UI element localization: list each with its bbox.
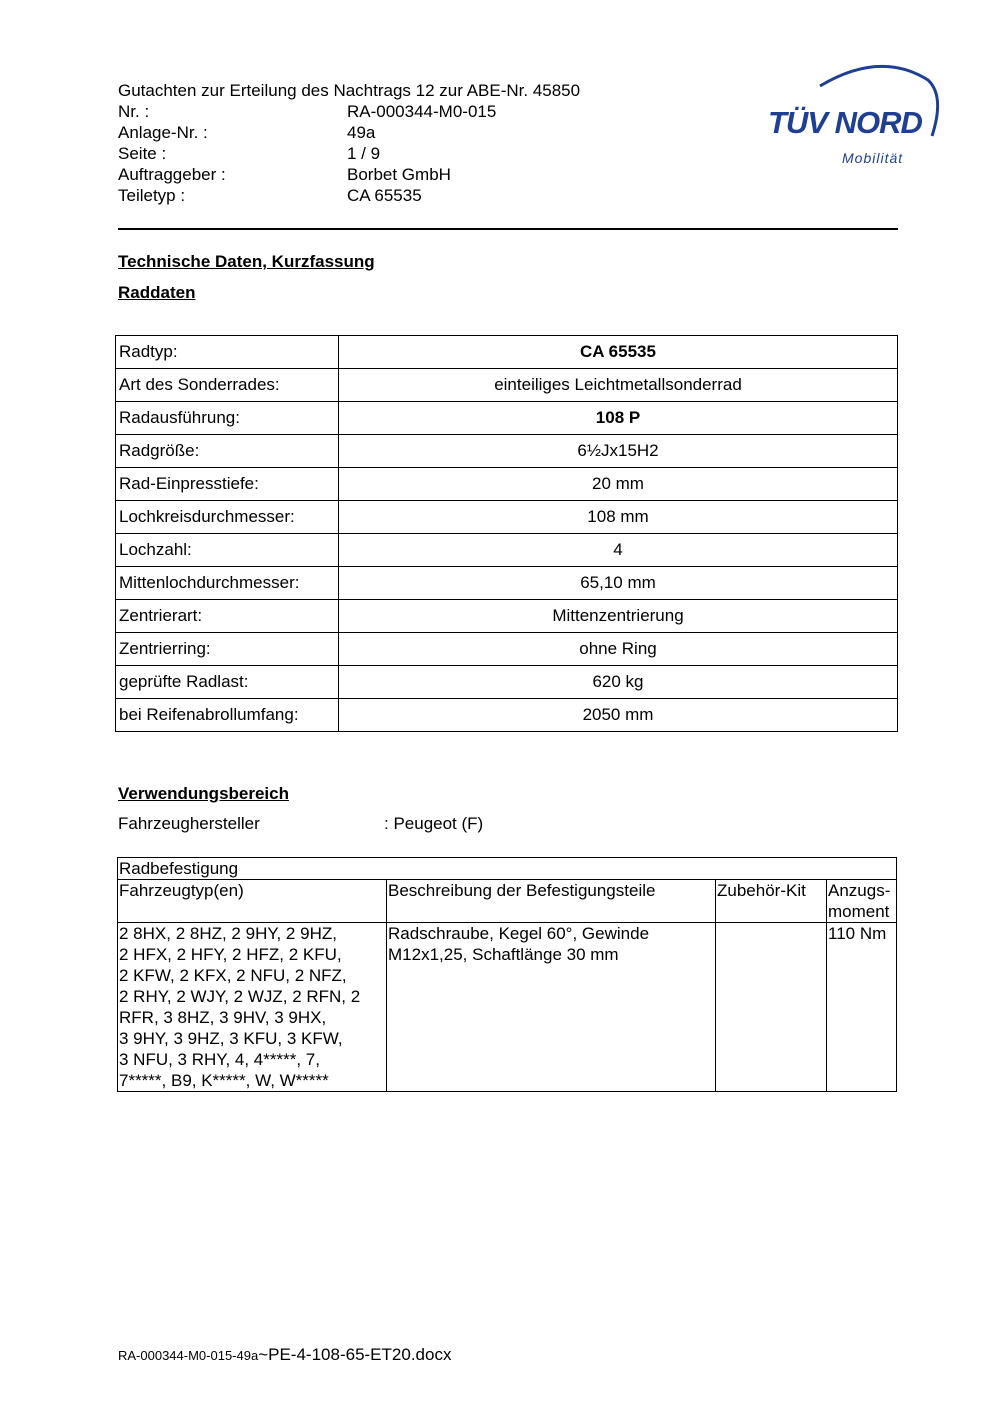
section-heading-verwendungsbereich: Verwendungsbereich bbox=[118, 784, 289, 803]
row-value: 4 bbox=[339, 534, 898, 567]
row-value: einteiliges Leichtmetallsonderrad bbox=[339, 369, 898, 402]
header-row-nr bbox=[118, 101, 580, 122]
header-value: 49a bbox=[347, 123, 376, 142]
document-header bbox=[118, 80, 580, 206]
table-title-row bbox=[118, 858, 897, 880]
row-label: Zentrierring: bbox=[116, 633, 339, 666]
table-row bbox=[116, 633, 898, 666]
table-row bbox=[116, 435, 898, 468]
header-row-teiletyp bbox=[118, 185, 580, 206]
header-value: RA-000344-M0-015 bbox=[347, 102, 497, 121]
row-value: 2050 mm bbox=[339, 699, 898, 732]
table-row bbox=[116, 402, 898, 435]
row-value: 108 P bbox=[339, 402, 898, 435]
row-label: Lochzahl: bbox=[116, 534, 339, 567]
fahrzeughersteller-value: : Peugeot (F) bbox=[384, 814, 484, 833]
column-header: Beschreibung der Befestigungsteile bbox=[387, 880, 716, 923]
header-value: CA 65535 bbox=[347, 186, 422, 205]
row-value: ohne Ring bbox=[339, 633, 898, 666]
table-row bbox=[116, 699, 898, 732]
footer-filename: ~PE-4-108-65-ET20.docx bbox=[258, 1345, 452, 1364]
header-divider bbox=[118, 228, 898, 230]
row-label: Radtyp: bbox=[116, 336, 339, 369]
section-heading-technische-daten: Technische Daten, Kurzfassung bbox=[118, 252, 375, 271]
column-header: Anzugs- moment bbox=[827, 880, 897, 923]
table-row bbox=[116, 666, 898, 699]
row-label: geprüfte Radlast: bbox=[116, 666, 339, 699]
row-value: 65,10 mm bbox=[339, 567, 898, 600]
table-row bbox=[118, 923, 897, 1092]
header-label: Auftraggeber : bbox=[118, 165, 226, 184]
header-row-auftraggeber bbox=[118, 164, 580, 185]
row-label: Art des Sonderrades: bbox=[116, 369, 339, 402]
header-label: Teiletyp : bbox=[118, 186, 186, 205]
header-value: Borbet GmbH bbox=[347, 165, 451, 184]
header-value: 1 / 9 bbox=[347, 144, 381, 163]
row-value: 6½Jx15H2 bbox=[339, 435, 898, 468]
row-label: Zentrierart: bbox=[116, 600, 339, 633]
radbefestigung-table bbox=[117, 857, 897, 1092]
column-header: Fahrzeugtyp(en) bbox=[118, 880, 387, 923]
table-title: Radbefestigung bbox=[118, 858, 897, 880]
row-label: Mittenlochdurchmesser: bbox=[116, 567, 339, 600]
fahrzeugtypen-cell: 2 8HX, 2 8HZ, 2 9HY, 2 9HZ, 2 HFX, 2 HFY, 2 HFZ, 2 KFU, 2 KFW, 2 KFX, 2 NFU, 2 NFZ, 2 RHY, 2 WJY, 2 WJZ, 2 RFN, 2 RFR, 3 8HZ, 3 9HV, 3 9HX, 3 9HY, 3 9HZ, 3 KFU, 3 KFW, 3 NFU, 3 RHY, 4, 4*****, 7, 7*****, B9, K*****, W, W***** bbox=[118, 923, 387, 1092]
table-row bbox=[116, 468, 898, 501]
row-value: CA 65535 bbox=[339, 336, 898, 369]
table-row bbox=[116, 534, 898, 567]
table-row bbox=[116, 369, 898, 402]
table-row bbox=[116, 600, 898, 633]
header-row-anlage bbox=[118, 122, 580, 143]
table-row bbox=[116, 501, 898, 534]
header-label: Seite : bbox=[118, 144, 167, 163]
row-label: Lochkreisdurchmesser: bbox=[116, 501, 339, 534]
row-label: bei Reifenabrollumfang: bbox=[116, 699, 339, 732]
row-label: Radgröße: bbox=[116, 435, 339, 468]
row-label: Radausführung: bbox=[116, 402, 339, 435]
row-value: 108 mm bbox=[339, 501, 898, 534]
table-row bbox=[116, 567, 898, 600]
column-header: Zubehör-Kit bbox=[716, 880, 827, 923]
footer-document-id: RA-000344-M0-015-49a bbox=[118, 1348, 259, 1363]
row-value: 20 mm bbox=[339, 468, 898, 501]
header-row-seite bbox=[118, 143, 580, 164]
logo-subtitle: Mobilität bbox=[842, 150, 904, 166]
header-label: Anlage-Nr. : bbox=[118, 123, 208, 142]
raddaten-table bbox=[115, 335, 898, 732]
table-row bbox=[116, 336, 898, 369]
section-heading-raddaten: Raddaten bbox=[118, 283, 196, 302]
header-title: Gutachten zur Erteilung des Nachtrags 12 zur ABE-Nr. 45850 bbox=[118, 81, 581, 100]
beschreibung-cell: Radschraube, Kegel 60°, Gewinde M12x1,25, Schaftlänge 30 mm bbox=[387, 923, 716, 1092]
fahrzeughersteller-line bbox=[118, 814, 483, 834]
row-value: 620 kg bbox=[339, 666, 898, 699]
table-header-row bbox=[118, 880, 897, 923]
zubehoer-kit-cell bbox=[716, 923, 827, 1092]
anzugsmoment-cell: 110 Nm bbox=[827, 923, 897, 1092]
fahrzeughersteller-label: Fahrzeughersteller bbox=[118, 814, 260, 833]
header-label: Nr. : bbox=[118, 102, 150, 121]
document-footer bbox=[118, 1345, 451, 1365]
tuev-nord-logo bbox=[760, 58, 945, 173]
row-value: Mittenzentrierung bbox=[339, 600, 898, 633]
row-label: Rad-Einpresstiefe: bbox=[116, 468, 339, 501]
logo-wordmark: TÜV NORD bbox=[768, 105, 922, 140]
